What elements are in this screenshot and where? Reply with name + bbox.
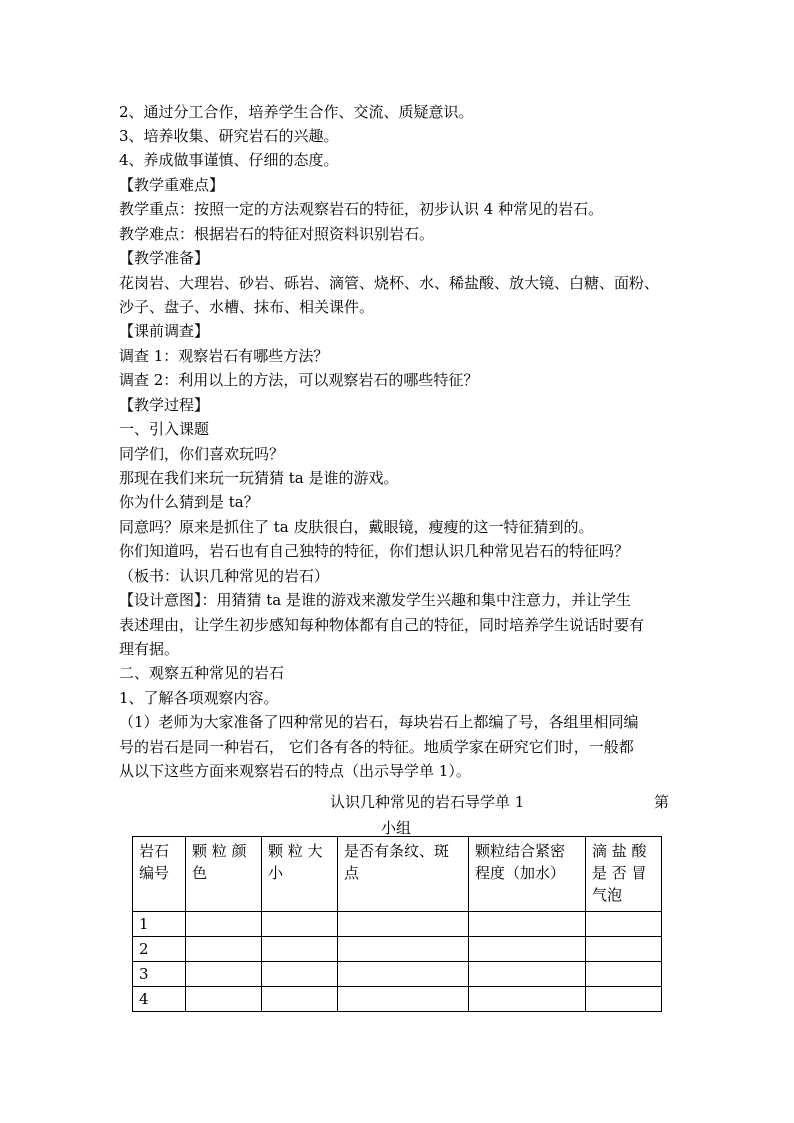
design-intent-line-3: 理有据。 bbox=[119, 640, 180, 658]
table-cell bbox=[262, 937, 338, 962]
teaching-difficulty: 教学难点：根据岩石的特征对照资料识别岩石。 bbox=[119, 225, 435, 243]
section-heading-survey: 【课前调查】 bbox=[119, 322, 210, 340]
survey-1: 调查 1：观察岩石有哪些方法？ bbox=[119, 347, 329, 365]
table-cell bbox=[262, 987, 338, 1012]
paragraph-line-3: 从以下这些方面来观察岩石的特点（出示导学单 1）。 bbox=[119, 762, 471, 780]
blackboard-note: （板书：认识几种常见的岩石） bbox=[119, 567, 330, 585]
step-1-heading: 一、引入课题 bbox=[119, 420, 210, 438]
worksheet-title: 认识几种常见的岩石导学单 1 bbox=[330, 793, 525, 811]
paragraph-line-1: （1）老师为大家准备了四种常见的岩石，每块岩石上都编了号，各组里相同编 bbox=[119, 713, 639, 731]
substep-1-heading: 1、了解各项观察内容。 bbox=[119, 689, 279, 707]
table-cell bbox=[186, 962, 262, 987]
table-row bbox=[133, 912, 662, 937]
table-row bbox=[133, 962, 662, 987]
teaching-focus: 教学重点：按照一定的方法观察岩石的特征，初步认识 4 种常见的岩石。 bbox=[119, 200, 604, 218]
table-cell bbox=[469, 987, 586, 1012]
table-cell bbox=[586, 912, 662, 937]
worksheet-table bbox=[132, 836, 662, 1012]
header-grain-tightness: 颗粒结合紧密程度（加水） bbox=[469, 837, 586, 912]
materials-line-1: 花岗岩、大理岩、砂岩、砾岩、滴管、烧杯、水、稀盐酸、放大镜、白糖、面粉、 bbox=[119, 274, 660, 292]
header-acid-bubbles: 滴 盐 酸 是 否 冒 气泡 bbox=[586, 837, 662, 912]
section-heading-process: 【教学过程】 bbox=[119, 396, 210, 414]
dialogue-line-3: 你为什么猜到是 ta？ bbox=[119, 493, 259, 511]
table-cell bbox=[586, 962, 662, 987]
step-2-heading: 二、观察五种常见的岩石 bbox=[119, 664, 285, 682]
table-row bbox=[133, 937, 662, 962]
objective-3: 3、培养收集、研究岩石的兴趣。 bbox=[119, 127, 339, 145]
table-cell bbox=[586, 937, 662, 962]
table-cell: 3 bbox=[133, 962, 186, 987]
section-heading-preparation: 【教学准备】 bbox=[119, 249, 210, 267]
table-header-row bbox=[133, 837, 662, 912]
header-stripes-spots: 是否有条纹、斑点 bbox=[338, 837, 469, 912]
dialogue-line-1: 同学们，你们喜欢玩吗？ bbox=[119, 445, 285, 463]
table-cell bbox=[469, 962, 586, 987]
table-cell bbox=[469, 912, 586, 937]
table-row bbox=[133, 987, 662, 1012]
table-cell bbox=[338, 937, 469, 962]
paragraph-line-2: 号的岩石是同一种岩石， 它们各有各的特征。地质学家在研究它们时，一般都 bbox=[119, 738, 634, 756]
worksheet-group-suffix: 小组 bbox=[381, 819, 412, 837]
dialogue-line-5: 你们知道吗，岩石也有自己独特的特征，你们想认识几种常见岩石的特征吗？ bbox=[119, 542, 630, 560]
survey-2: 调查 2：利用以上的方法，可以观察岩石的哪些特征？ bbox=[119, 371, 479, 389]
objective-2: 2、通过分工合作，培养学生合作、交流、质疑意识。 bbox=[119, 103, 474, 121]
header-rock-number: 岩石编号 bbox=[133, 837, 186, 912]
section-heading-key-points: 【教学重难点】 bbox=[119, 176, 225, 194]
table-cell bbox=[469, 937, 586, 962]
table-cell bbox=[262, 962, 338, 987]
table-cell: 2 bbox=[133, 937, 186, 962]
table-cell bbox=[338, 987, 469, 1012]
design-intent-line-2: 表述理由，让学生初步感知每种物体都有自己的特征，同时培养学生说话时要有 bbox=[119, 616, 645, 634]
dialogue-line-2: 那现在我们来玩一玩猜猜 ta 是谁的游戏。 bbox=[119, 469, 399, 487]
table-cell bbox=[338, 962, 469, 987]
table-cell: 4 bbox=[133, 987, 186, 1012]
objective-4: 4、养成做事谨慎、仔细的态度。 bbox=[119, 151, 339, 169]
table-cell: 1 bbox=[133, 912, 186, 937]
table-cell bbox=[338, 912, 469, 937]
table-cell bbox=[186, 937, 262, 962]
design-intent-line-1: 【设计意图】：用猜猜 ta 是谁的游戏来激发学生兴趣和集中注意力，并让学生 bbox=[119, 591, 632, 609]
table-cell bbox=[186, 912, 262, 937]
worksheet-group-prefix: 第 bbox=[654, 793, 670, 811]
header-grain-color: 颗 粒 颜 色 bbox=[186, 837, 262, 912]
table-cell bbox=[262, 912, 338, 937]
table-cell bbox=[586, 987, 662, 1012]
header-grain-size: 颗 粒 大 小 bbox=[262, 837, 338, 912]
materials-line-2: 沙子、盘子、水槽、抹布、相关课件。 bbox=[119, 298, 375, 316]
table-cell bbox=[186, 987, 262, 1012]
dialogue-line-4: 同意吗？原来是抓住了 ta 皮肤很白，戴眼镜，瘦瘦的这一特征猜到的。 bbox=[119, 518, 594, 536]
